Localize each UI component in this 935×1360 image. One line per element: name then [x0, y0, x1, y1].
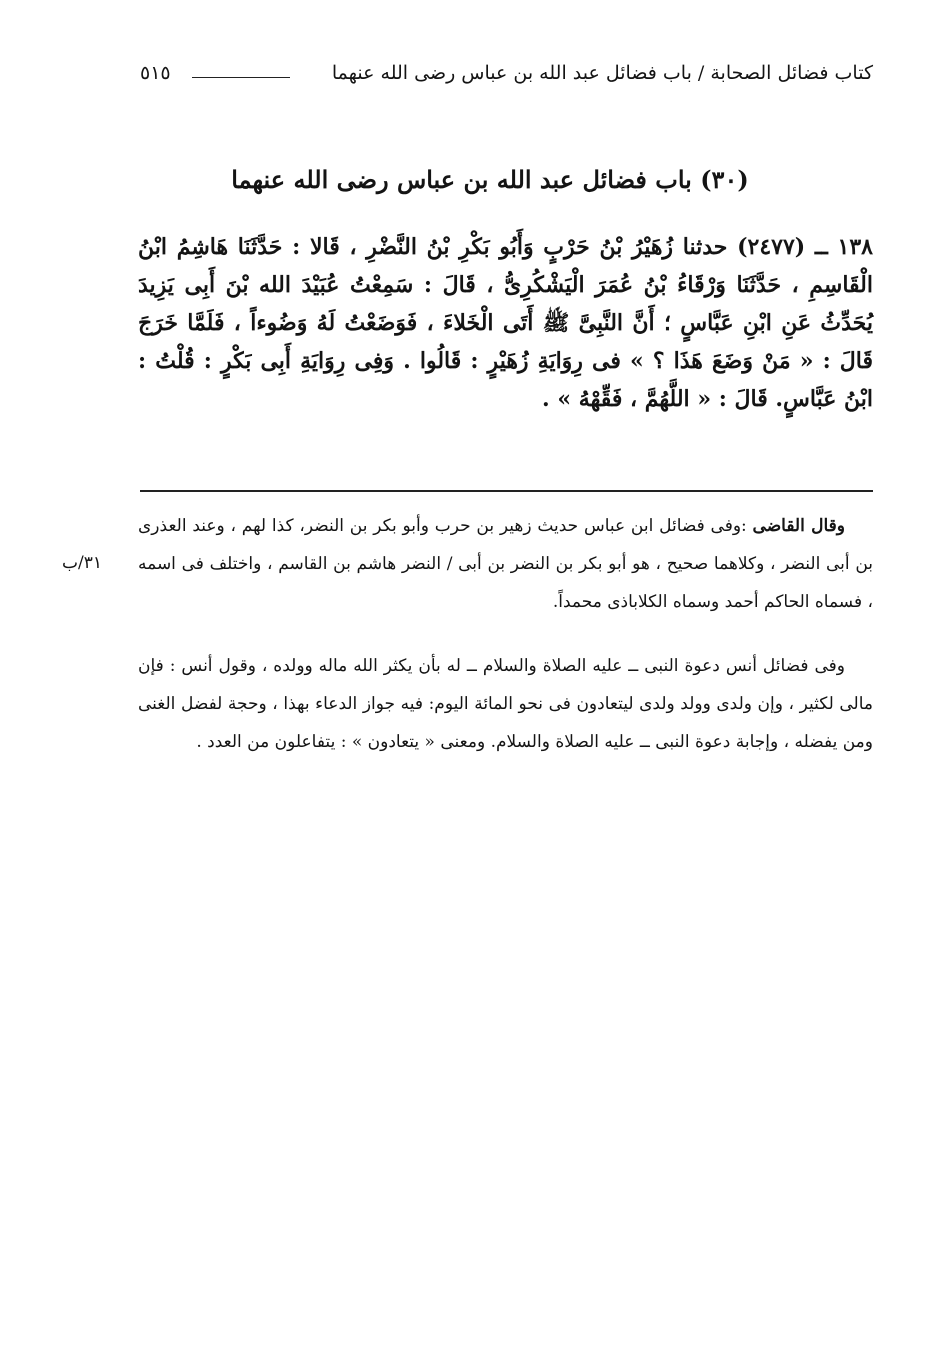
- commentary-paragraph-1-text: :وفى فضائل ابن عباس حديث زهير بن حرب وأبو بكر بن النضر، كذا لهم ، وعند العذرى بن أبى النضر ، وكلاهما صحيح ، هو أبو بكر بن النضر بن أبى / النضر هاشم بن القاسم ، واختلف فى اسمه ، فسماه الحاكم أحمد وسماه الكلاباذى محمداً.: [138, 516, 873, 612]
- hadith-number: ١٣٨ ــ (٢٤٧٧): [737, 234, 873, 260]
- commentary-paragraph-2: [138, 647, 873, 761]
- commentary-lead: وقال القاضى: [752, 516, 845, 536]
- hadith-text-block: [138, 228, 873, 418]
- hadith-body: حدثنا زُهَيْرُ بْنُ حَرْبٍ وَأَبُو بَكْرِ بْنُ النَّضْرِ ، قَالا : حَدَّثَنَا هَاشِمُ ابْنُ الْقَاسِمِ ، حَدَّثَنَا وَرْقَاءُ بْنُ عُمَرَ الْيَشْكُرِىُّ ، قَالَ : سَمِعْتُ عُبَيْدَ الله بْنَ أَبِى يَزِيدَ يُحَدِّثُ عَنِ ابْنِ عَبَّاسٍ ؛ أَنَّ النَّبِىَّ ﷺ أَتَى الْخَلاءَ ، فَوَضَعْتُ لَهُ وَضُوءاً ، فَلَمَّا خَرَجَ قَالَ : « مَنْ وَضَعَ هَذَا ؟ » فى رِوَايَةِ زُهَيْرٍ : قَالُوا . وَفِى رِوَايَةِ أَبِى بَكْرٍ : قُلْتُ : ابْنُ عَبَّاسٍ. قَالَ : « اللَّهُمَّ ، فَقِّهْهُ » .: [138, 234, 873, 412]
- running-header-title: كتاب فضائل الصحابة / باب فضائل عبد الله بن عباس رضى الله عنهما: [331, 62, 873, 84]
- footnote-separator: [140, 490, 873, 492]
- page-number: ٥١٥: [140, 62, 171, 84]
- chapter-heading: (٣٠) باب فضائل عبد الله بن عباس رضى الله عنهما: [231, 165, 749, 194]
- commentary-paragraph-2-text: وفى فضائل أنس دعوة النبى ــ عليه الصلاة والسلام ــ له بأن يكثر الله ماله وولده ، وقول أنس : فإن مالى لكثير ، وإن ولدى وولد ولدى ليتعادون فى نحو المائة اليوم: فيه جواز الدعاء بهذا ، وحجة لفضل الغنى ومن يفضله ، وإجابة دعوة النبى ــ عليه الصلاة والسلام. ومعنى « يتعادون » : يتفاعلون من العدد .: [138, 656, 873, 752]
- header-rule: [192, 77, 290, 78]
- margin-folio-note: ٣١/ب: [62, 553, 102, 573]
- running-header: [140, 62, 873, 92]
- commentary-paragraph-1: [138, 507, 873, 621]
- commentary-block: [138, 507, 873, 761]
